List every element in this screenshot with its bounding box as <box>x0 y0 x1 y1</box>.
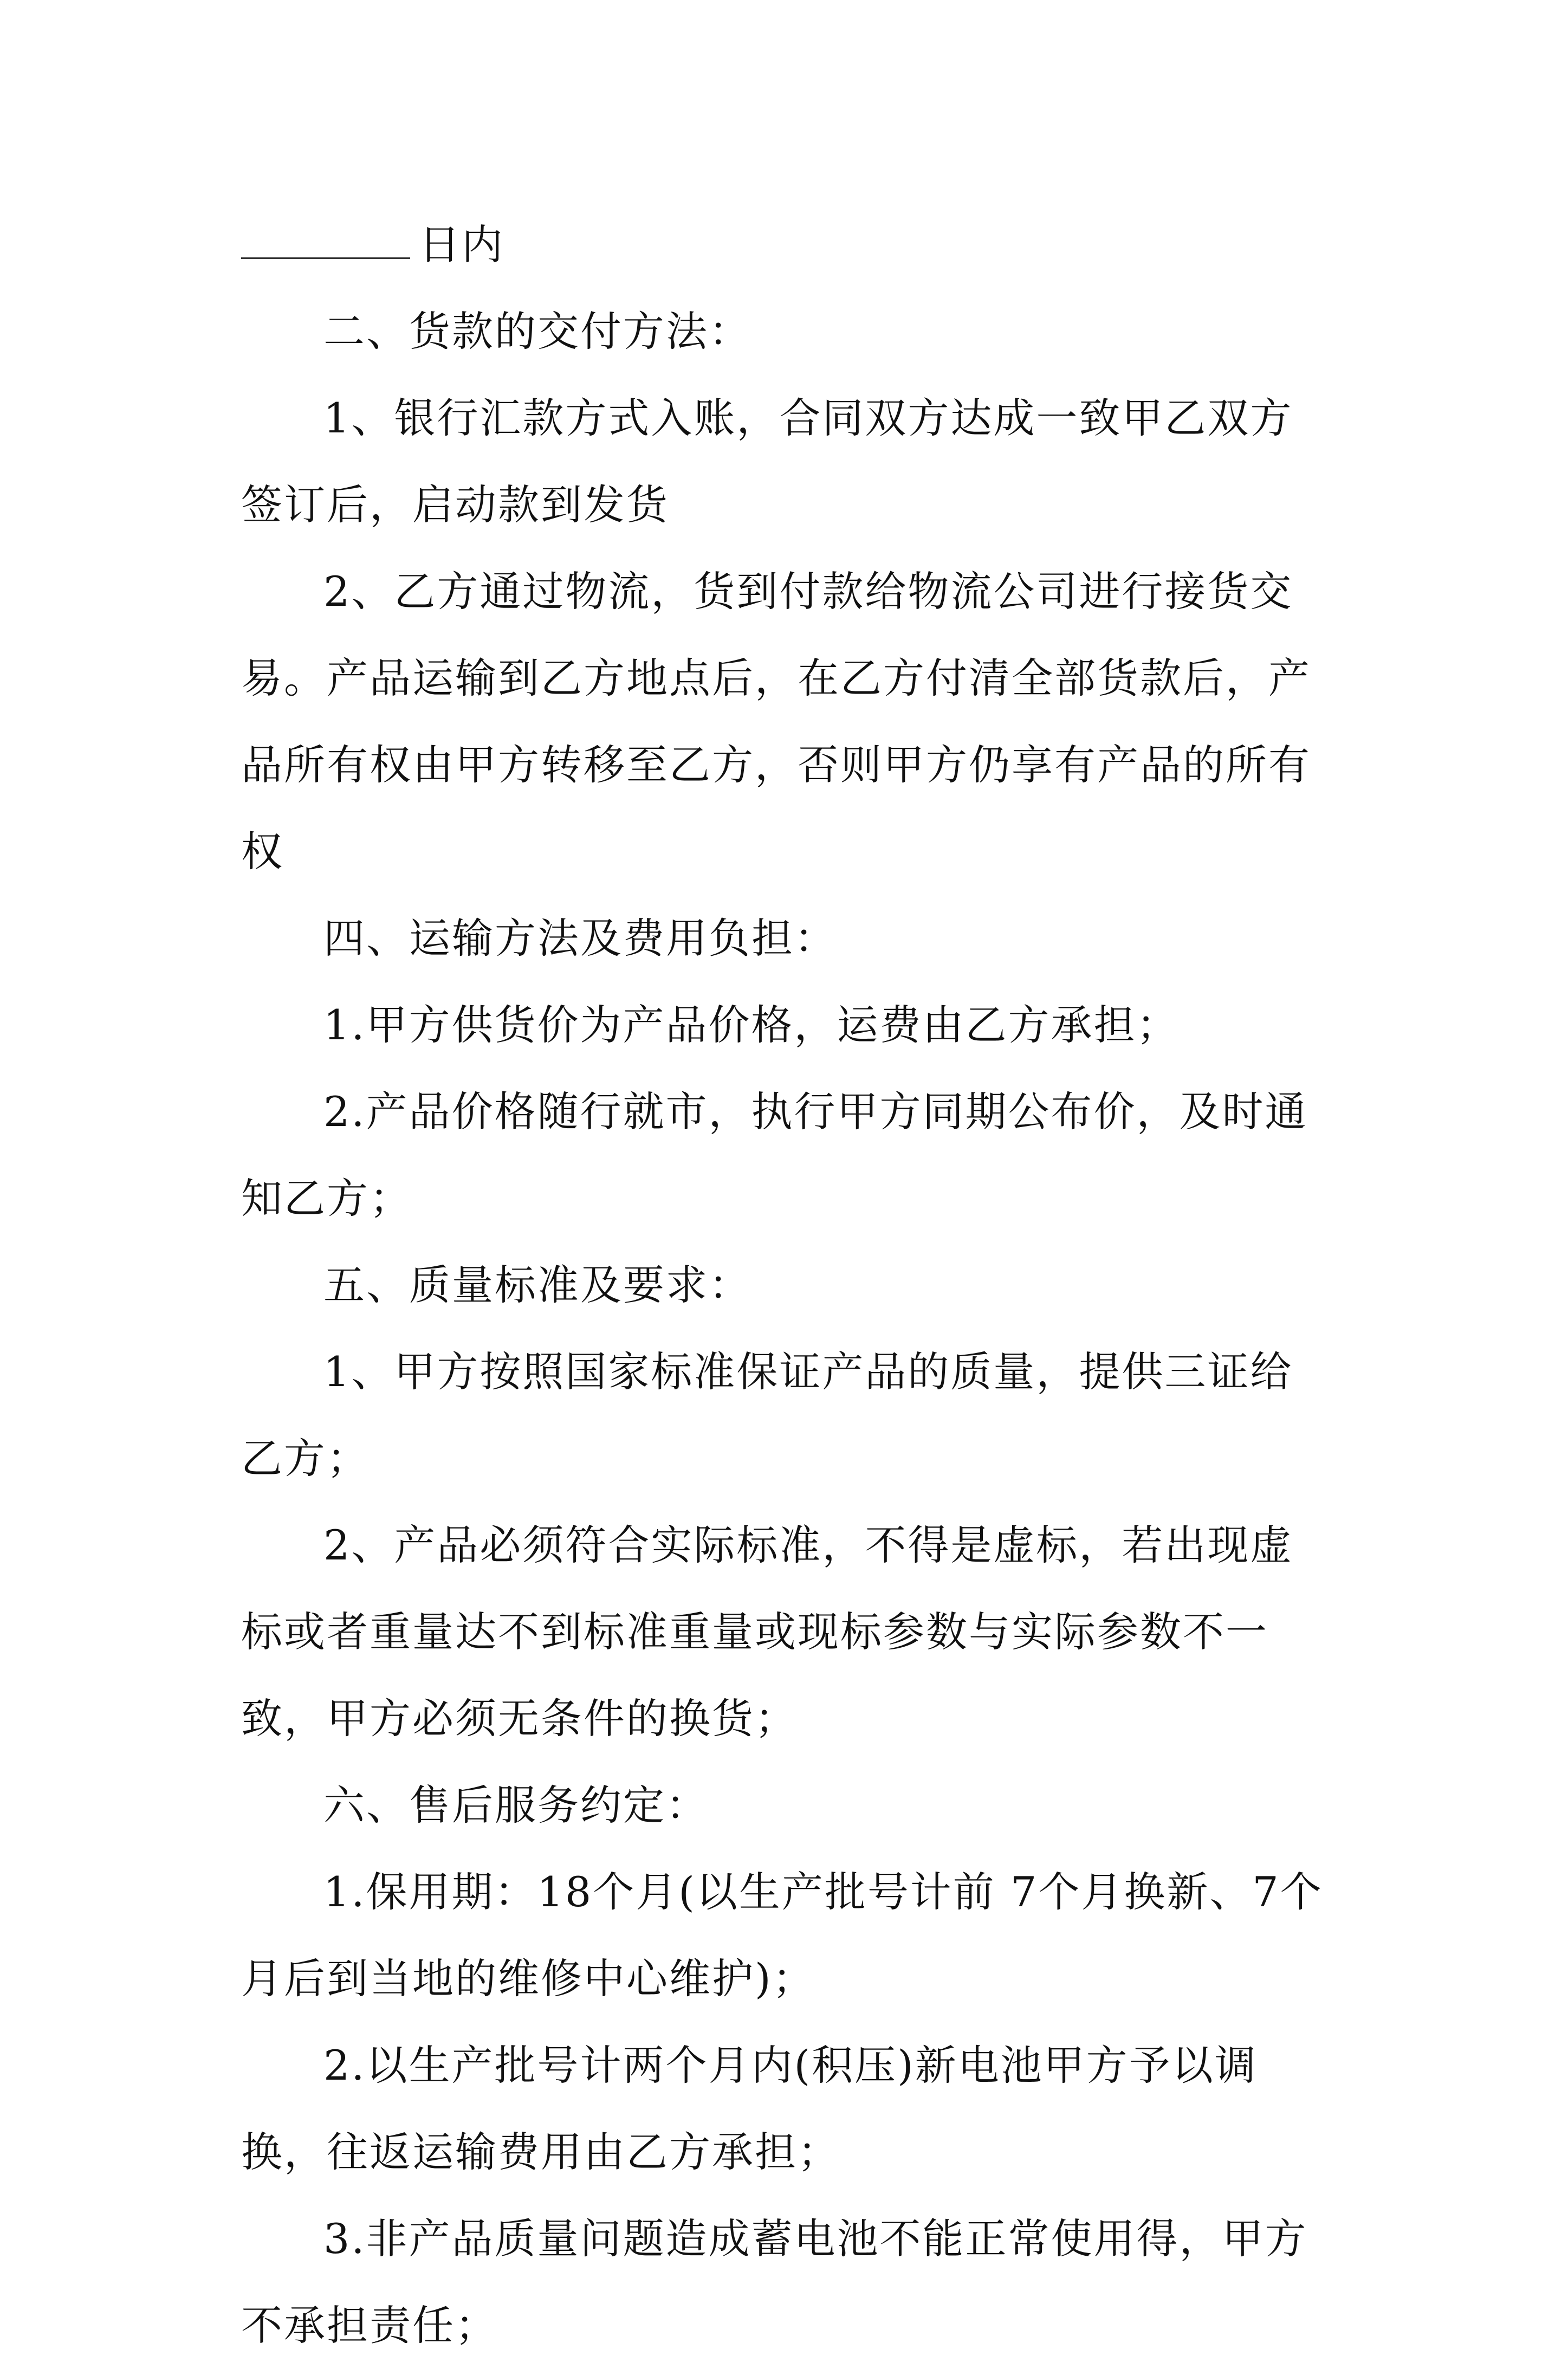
section-heading-after-sales: 六、售后服务约定： <box>323 1781 709 1829</box>
section-heading-quality: 五、质量标准及要求： <box>323 1261 751 1309</box>
paragraph-days-within <box>241 202 1325 288</box>
clause-after-sales-2: 2.以生产批号计两个月内(积压)新电池甲方予以调换，往返运输费用由乙方承担； <box>241 2041 1258 2176</box>
document-body <box>241 202 1325 2369</box>
section-heading-payment: 二、货款的交付方法： <box>323 307 751 355</box>
clause-after-sales-3: 3.非产品质量问题造成蓄电池不能正常使用得，甲方不承担责任； <box>241 2215 1308 2349</box>
clause-quality-2: 2、产品必须符合实际标准，不得是虚标，若出现虚标或者重量达不到标准重量或现标参数与实际参数不一致，甲方必须无条件的换货； <box>241 1521 1293 1743</box>
clause-payment-2: 2、乙方通过物流，货到付款给物流公司进行接货交易。产品运输到乙方地点后，在乙方付清全部货款后，产品所有权由甲方转移至乙方，否则甲方仍享有产品的所有权 <box>241 567 1311 876</box>
clause-after-sales-1: 1.保用期：18个月(以生产批号计前 7个月换新、7个月后到当地的维修中心维护)； <box>241 1868 1323 2003</box>
paragraph-text: 日内 <box>419 221 504 269</box>
section-heading-transport: 四、运输方法及费用负担： <box>323 914 837 962</box>
clause-payment-1: 1、银行汇款方式入账，合同双方达成一致甲乙双方签订后，启动款到发货 <box>241 394 1293 529</box>
fill-in-blank <box>241 223 410 259</box>
clause-transport-2: 2.产品价格随行就市，执行甲方同期公布价，及时通知乙方； <box>241 1088 1308 1222</box>
clause-transport-1: 1.甲方供货价为产品价格，运费由乙方承担； <box>323 1001 1180 1049</box>
clause-quality-1: 1、甲方按照国家标准保证产品的质量，提供三证给乙方； <box>241 1348 1293 1483</box>
